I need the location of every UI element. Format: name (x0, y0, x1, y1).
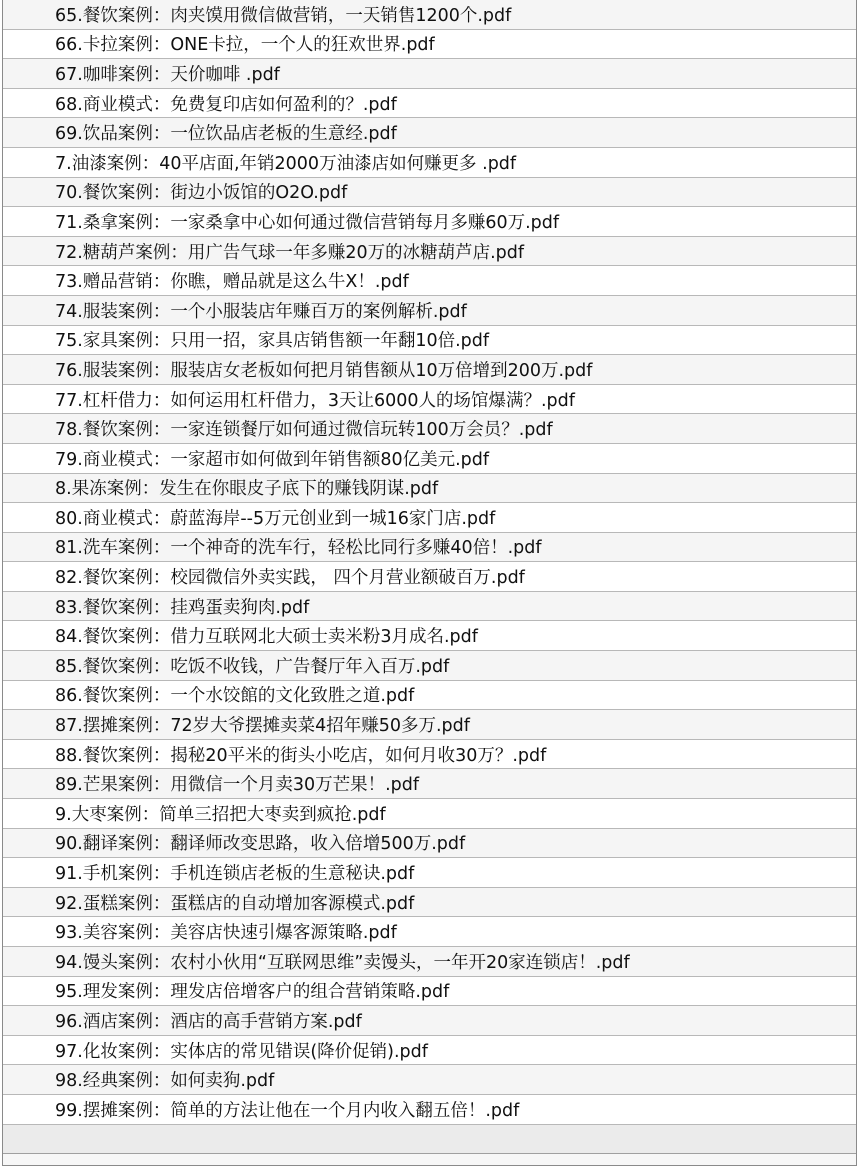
list-item[interactable] (3, 562, 856, 592)
file-name: 91.手机案例：手机连锁店老板的生意秘诀.pdf (55, 864, 415, 885)
list-item[interactable] (3, 858, 856, 888)
file-name: 73.赠品营销：你瞧，赠品就是这么牛X！.pdf (55, 272, 409, 293)
list-item[interactable] (3, 355, 856, 385)
list-item[interactable] (3, 296, 856, 326)
file-name: 80.商业模式：蔚蓝海岸--5万元创业到一城16家门店.pdf (55, 508, 496, 529)
list-item[interactable] (3, 474, 856, 504)
list-item[interactable] (3, 533, 856, 563)
list-item[interactable] (3, 681, 856, 711)
list-item[interactable] (3, 1065, 856, 1095)
empty-row (3, 1125, 856, 1155)
list-item[interactable] (3, 59, 856, 89)
file-name: 76.服装案例：服装店女老板如何把月销售额从10万倍增到200万.pdf (55, 360, 593, 381)
file-name: 7.油漆案例：40平店面,年销2000万油漆店如何赚更多 .pdf (55, 153, 517, 174)
file-name: 72.糖葫芦案例：用广告气球一年多赚20万的冰糖葫芦店.pdf (55, 242, 525, 263)
file-name: 68.商业模式：免费复印店如何盈利的？.pdf (55, 94, 397, 115)
file-name: 88.餐饮案例：揭秘20平米的街头小吃店，如何月收30万？.pdf (55, 745, 547, 766)
list-item[interactable] (3, 178, 856, 208)
list-item[interactable] (3, 30, 856, 60)
file-name: 94.馒头案例：农村小伙用“互联网思维”卖馒头，一年开20家连锁店！.pdf (55, 952, 630, 973)
file-name: 77.杠杆借力：如何运用杠杆借力，3天让6000人的场馆爆满？.pdf (55, 390, 575, 411)
list-item[interactable] (3, 1036, 856, 1066)
file-name: 74.服装案例：一个小服装店年赚百万的案例解析.pdf (55, 301, 467, 322)
file-name: 75.家具案例：只用一招，家具店销售额一年翻10倍.pdf (55, 331, 490, 352)
file-name: 81.洗车案例：一个神奇的洗车行，轻松比同行多赚40倍！.pdf (55, 538, 542, 559)
list-item[interactable] (3, 237, 856, 267)
list-item[interactable] (3, 266, 856, 296)
file-name: 92.蛋糕案例：蛋糕店的自动增加客源模式.pdf (55, 893, 415, 914)
list-item[interactable] (3, 651, 856, 681)
list-item[interactable] (3, 444, 856, 474)
file-name: 89.芒果案例：用微信一个月卖30万芒果！.pdf (55, 775, 420, 796)
file-name: 96.酒店案例：酒店的高手营销方案.pdf (55, 1011, 362, 1032)
file-name: 79.商业模式：一家超市如何做到年销售额80亿美元.pdf (55, 449, 490, 470)
list-item[interactable] (3, 385, 856, 415)
list-item[interactable] (3, 1095, 856, 1125)
file-name: 93.美容案例：美容店快速引爆客源策略.pdf (55, 923, 397, 944)
list-item[interactable] (3, 829, 856, 859)
file-name: 90.翻译案例：翻译师改变思路，收入倍增500万.pdf (55, 834, 466, 855)
list-item[interactable] (3, 118, 856, 148)
list-item[interactable] (3, 89, 856, 119)
list-item[interactable] (3, 207, 856, 237)
list-item[interactable] (3, 888, 856, 918)
list-item[interactable] (3, 148, 856, 178)
list-item[interactable] (3, 917, 856, 947)
list-item[interactable] (3, 1006, 856, 1036)
file-name: 9.大枣案例：简单三招把大枣卖到疯抢.pdf (55, 804, 386, 825)
file-name: 82.餐饮案例：校园微信外卖实践， 四个月营业额破百万.pdf (55, 568, 525, 589)
file-name: 98.经典案例：如何卖狗.pdf (55, 1071, 275, 1092)
list-item[interactable] (3, 503, 856, 533)
file-name: 65.餐饮案例：肉夹馍用微信做营销，一天销售1200个.pdf (55, 5, 512, 26)
list-item[interactable] (3, 740, 856, 770)
file-name: 78.餐饮案例：一家连锁餐厅如何通过微信玩转100万会员？.pdf (55, 420, 553, 441)
list-item[interactable] (3, 710, 856, 740)
file-name: 8.果冻案例：发生在你眼皮子底下的赚钱阴谋.pdf (55, 479, 439, 500)
file-name: 85.餐饮案例：吃饭不收钱，广告餐厅年入百万.pdf (55, 656, 450, 677)
list-item[interactable] (3, 621, 856, 651)
file-name: 99.摆摊案例：简单的方法让他在一个月内收入翻五倍！.pdf (55, 1100, 520, 1121)
file-name: 84.餐饮案例：借力互联网北大硕士卖米粉3月成名.pdf (55, 627, 478, 648)
file-name: 83.餐饮案例：挂鸡蛋卖狗肉.pdf (55, 597, 310, 618)
file-name: 70.餐饮案例：街边小饭馆的O2O.pdf (55, 183, 348, 204)
file-name: 71.桑拿案例：一家桑拿中心如何通过微信营销每月多赚60万.pdf (55, 212, 560, 233)
file-name: 87.摆摊案例：72岁大爷摆摊卖菜4招年赚50多万.pdf (55, 716, 470, 737)
list-item[interactable] (3, 414, 856, 444)
list-item[interactable] (3, 947, 856, 977)
file-list (2, 0, 857, 1166)
file-name: 66.卡拉案例：ONE卡拉，一个人的狂欢世界.pdf (55, 35, 435, 56)
file-name: 67.咖啡案例：天价咖啡 .pdf (55, 64, 280, 85)
file-name: 86.餐饮案例：一个水饺館的文化致胜之道.pdf (55, 686, 415, 707)
list-item[interactable] (3, 326, 856, 356)
list-item[interactable] (3, 799, 856, 829)
file-name: 69.饮品案例：一位饮品店老板的生意经.pdf (55, 124, 397, 145)
list-item[interactable] (3, 592, 856, 622)
file-name: 97.化妆案例：实体店的常见错误(降价促销).pdf (55, 1041, 428, 1062)
file-name: 95.理发案例：理发店倍增客户的组合营销策略.pdf (55, 982, 450, 1003)
list-item[interactable] (3, 0, 856, 30)
list-item[interactable] (3, 769, 856, 799)
list-item[interactable] (3, 977, 856, 1007)
